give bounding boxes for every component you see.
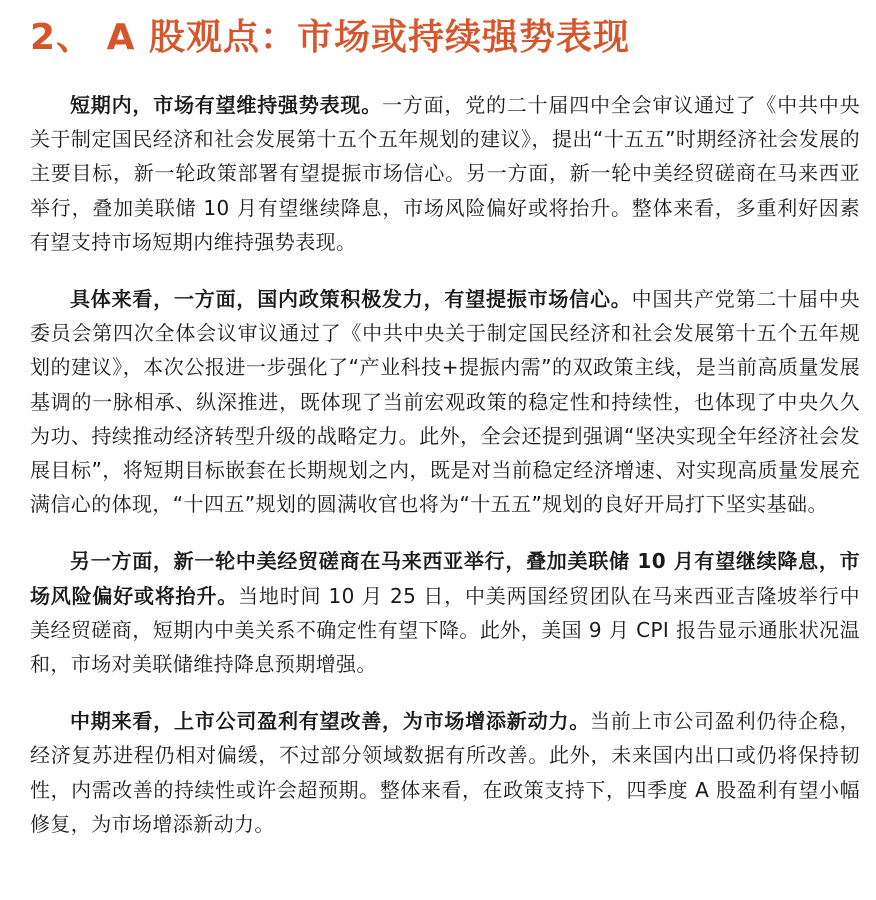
paragraph-lead: 另一方面，新一轮中美经贸磋商在马来西亚举行，叠加美联储 10 月有望继续降息，市场风险偏好或将抬升。 xyxy=(30,549,860,608)
paragraph-body: 当地时间 10 月 25 日，中美两国经贸团队在马来西亚吉隆坡举行中美经贸磋商，短期内中美关系不确定性有望下降。此外，美国 9 月 CPI 报告显示通胀状况温和，市场对美联储维持降息预期增强。 xyxy=(30,583,860,677)
paragraph-lead: 中期来看，上市公司盈利有望改善，为市场增添新动力。 xyxy=(70,709,590,734)
paragraph-mid-term xyxy=(30,704,860,841)
paragraph-lead: 具体来看，一方面，国内政策积极发力，有望提振市场信心。 xyxy=(70,287,632,312)
paragraph-body: 一方面，党的二十届四中全会审议通过了《中共中央关于制定国民经济和社会发展第十五个五年规划的建议》，提出“十五五”时期经济社会发展的主要目标，新一轮政策部署有望提振市场信心。另一方面，新一轮中美经贸磋商在马来西亚举行，叠加美联储 10 月有望继续降息，市场风险偏好或将抬升。整体来看，多重利好因素有望支持市场短期内维持强势表现。 xyxy=(30,93,860,254)
section-title: 2、 A 股观点：市场或持续强势表现 xyxy=(30,17,630,58)
paragraph-lead: 短期内，市场有望维持强势表现。 xyxy=(70,93,382,117)
paragraph-domestic-policy xyxy=(30,282,860,521)
paragraph-short-term xyxy=(30,88,860,259)
paragraph-body: 中国共产党第二十届中央委员会第四次全体会议审议通过了《中共中央关于制定国民经济和社会发展第十五个五年规划的建议》，本次公报进一步强化了“产业科技+提振内需”的双政策主线，是当前高质量发展基调的一脉相承、纵深推进，既体现了当前宏观政策的稳定性和持续性，也体现了中央久久为功、持续推动经济转型升级的战略定力。此外，全会还提到强调“坚决实现全年经济社会发展目标”，将短期目标嵌套在长期规划之内，既是对当前稳定经济增速、对实现高质量发展充满信心的体现，“十四五”规划的圆满收官也将为“十五五”规划的良好开局打下坚实基础。 xyxy=(30,287,860,517)
paragraph-body: 当前上市公司盈利仍待企稳，经济复苏进程仍相对偏缓，不过部分领域数据有所改善。此外，未来国内出口或仍将保持韧性，内需改善的持续性或许会超预期。整体来看，在政策支持下，四季度 A 股盈利有望小幅修复，为市场增添新动力。 xyxy=(30,709,860,836)
paragraph-trade-talks xyxy=(30,544,860,681)
